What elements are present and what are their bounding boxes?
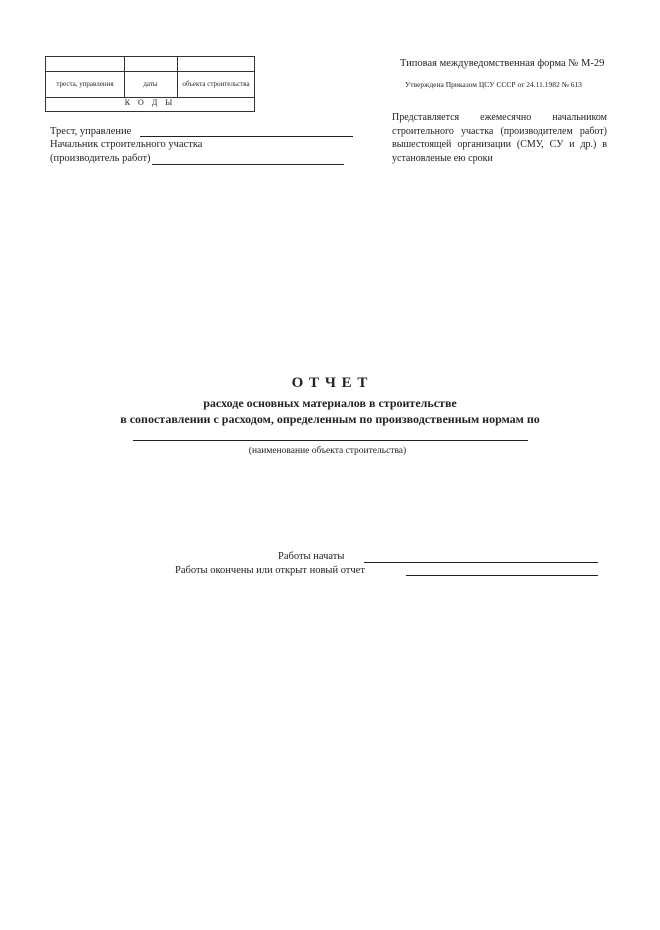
form-number: Типовая междуведомственная форма № М-29 [400, 58, 605, 69]
codes-col-object: объекта строительства [182, 79, 250, 88]
chief-label: Начальник строительного участка [50, 139, 203, 150]
trust-label: Трест, управление [50, 126, 132, 137]
codes-col-date: даты [143, 79, 158, 88]
trust-input-line[interactable] [140, 136, 353, 137]
codes-table [45, 56, 255, 112]
chief-input-line[interactable] [152, 164, 344, 165]
work-finished-label: Работы окончены или открыт новый отчет [175, 565, 365, 576]
approval-note: Утверждена Приказом ЦСУ СССР от 24.11.1982 № 613 [405, 80, 582, 89]
codes-blank-row [46, 57, 254, 72]
object-name-line[interactable] [133, 440, 528, 441]
work-started-line[interactable] [364, 562, 598, 563]
report-title: О Т Ч Е Т [291, 375, 369, 391]
chief-sublabel: (производитель работ) [50, 153, 151, 164]
codes-col-trust: треста, управления [56, 79, 114, 88]
work-started-label: Работы начаты [278, 551, 345, 562]
codes-footer: К О Д Ы [124, 98, 176, 107]
report-subtitle-1: расходе основных материалов в строительстве [203, 396, 457, 410]
object-caption: (наименование объекта строительства) [248, 446, 407, 456]
report-subtitle-2: в сопоставлении с расходом, определенным по производственным нормам по [120, 412, 540, 426]
work-finished-line[interactable] [406, 575, 598, 576]
submission-note: Представляется ежемесячно начальником строительного участка (производителем работ) вышестоящей организации (СМУ, СУ и др.) в установленые ею сроки [392, 112, 607, 164]
